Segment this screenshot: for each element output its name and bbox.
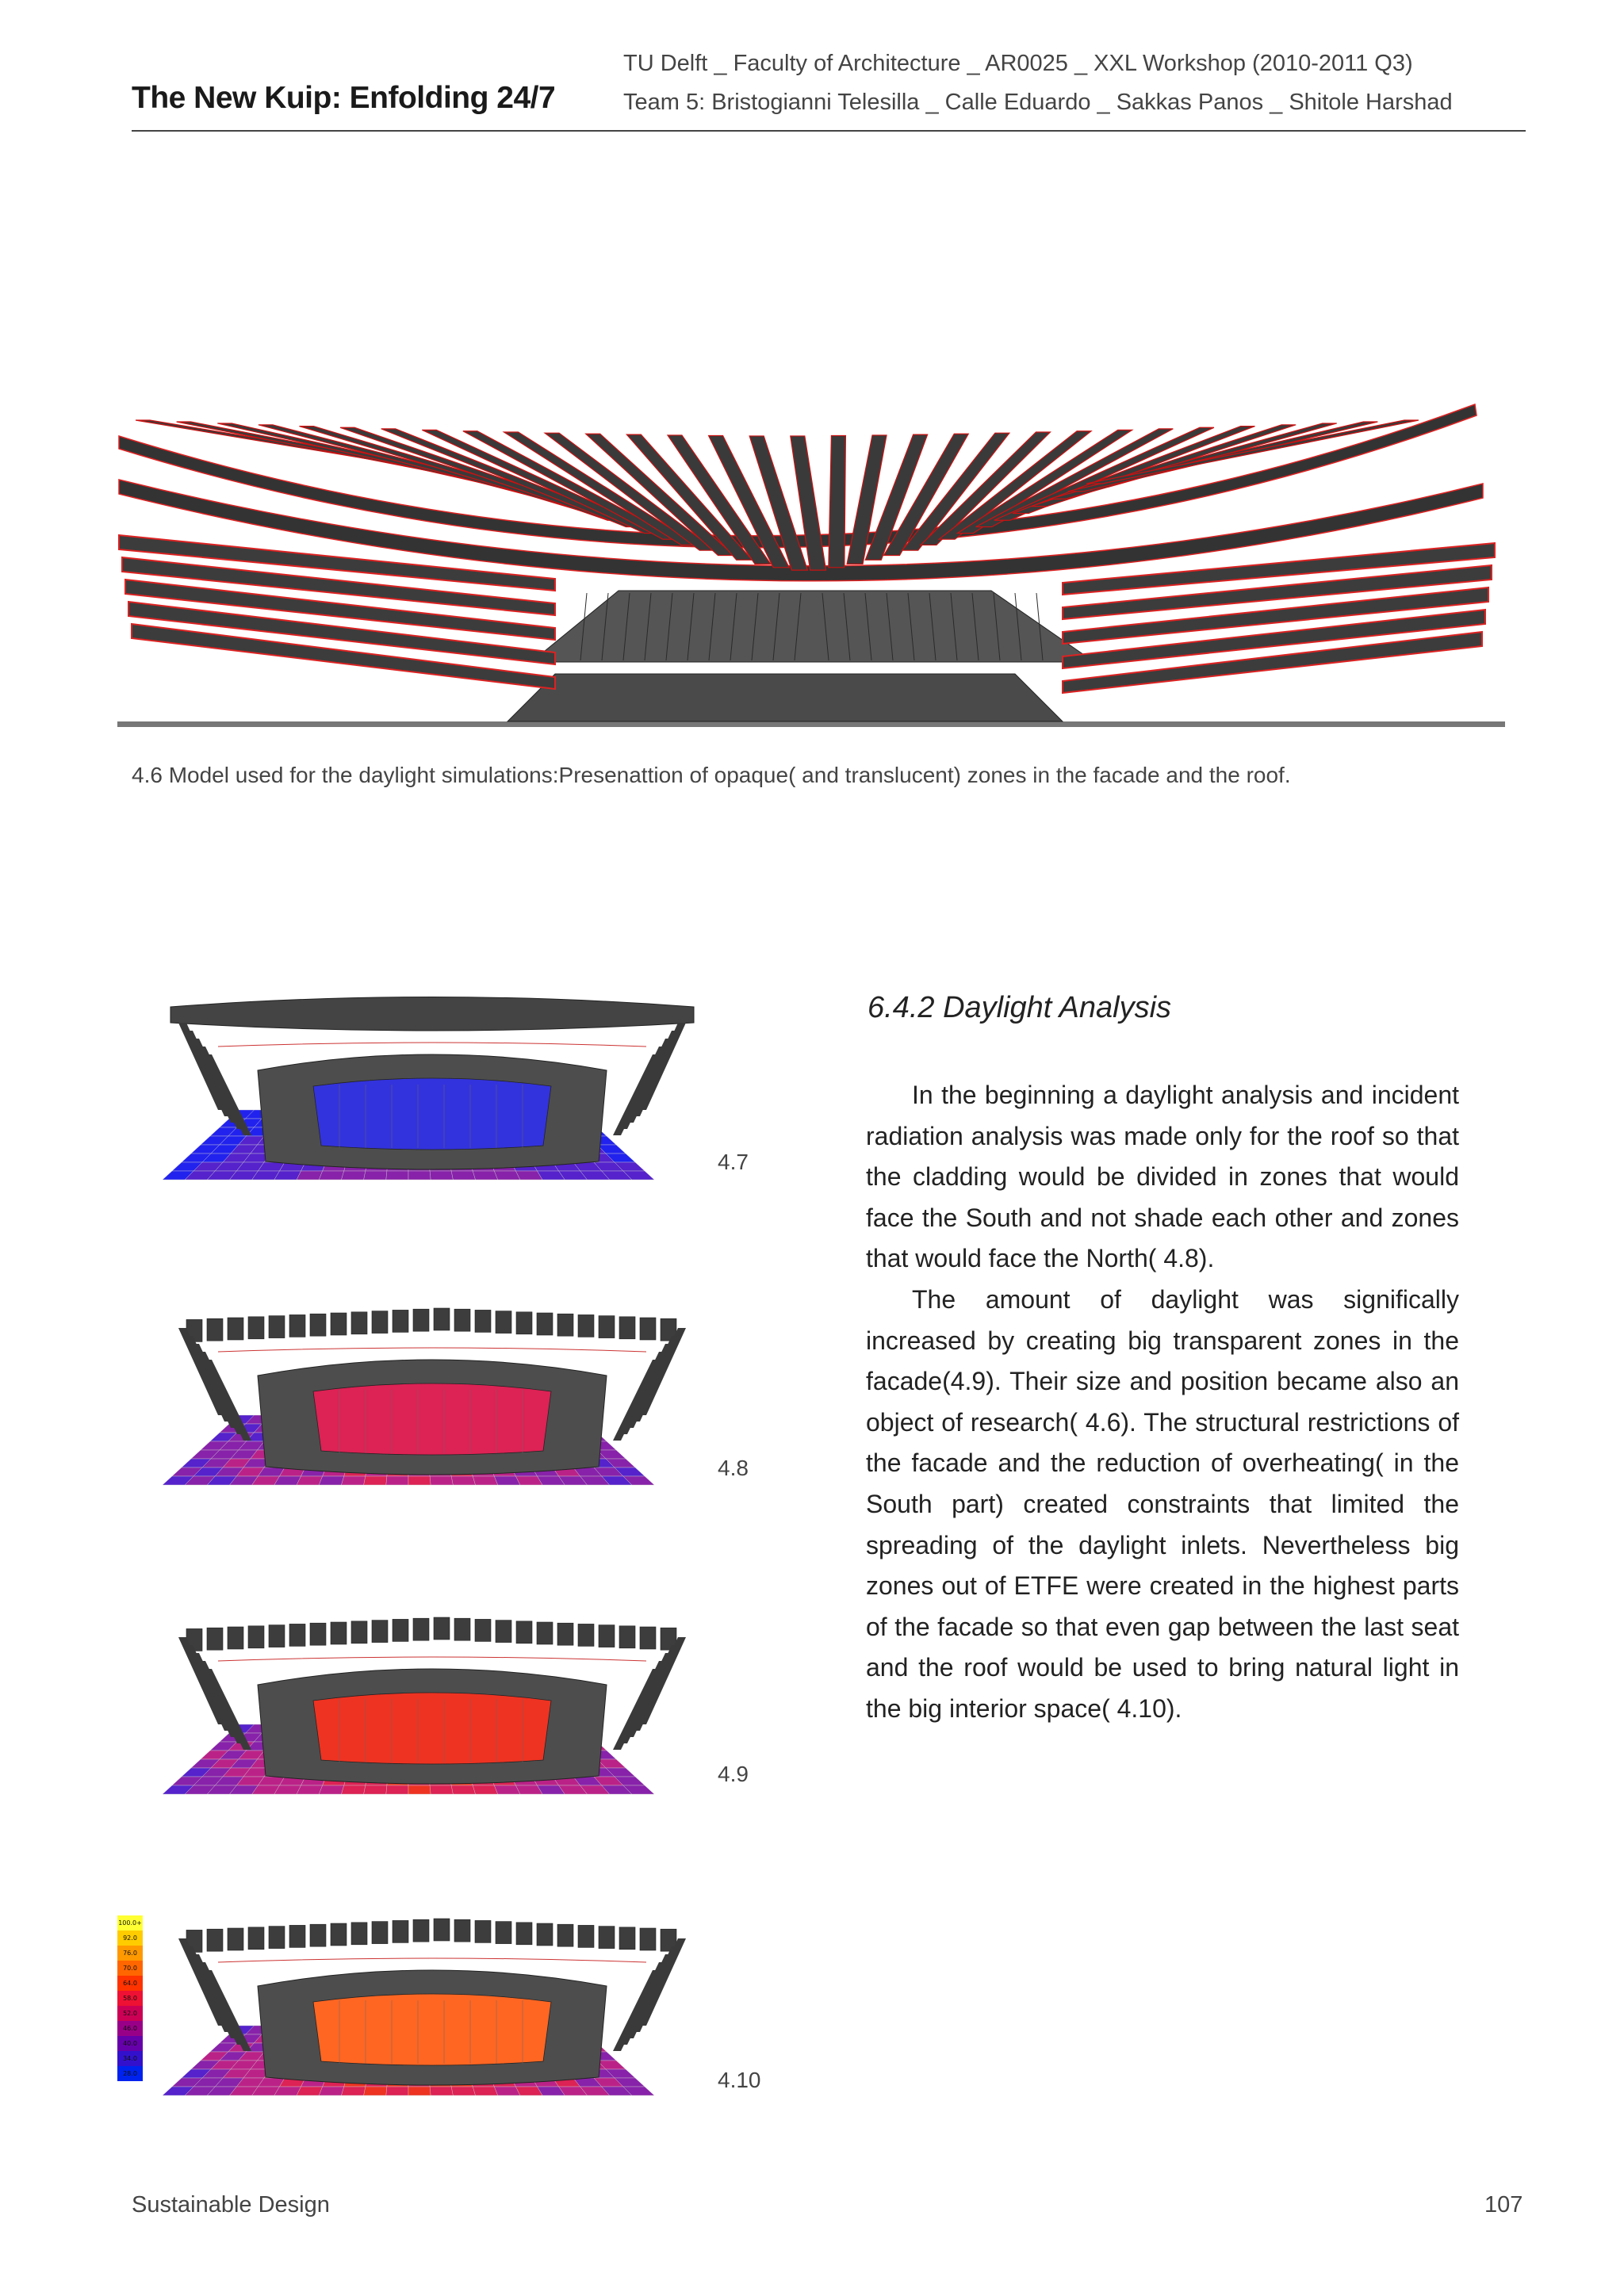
document-title: The New Kuip: Enfolding 24/7 (132, 81, 556, 115)
heatmap-cell (473, 1785, 497, 1794)
heatmap-cell (451, 1785, 475, 1794)
heatmap-cell (386, 2087, 408, 2095)
heatmap-cell (408, 1476, 431, 1485)
roof-rib (207, 1929, 223, 1951)
heatmap-cell (430, 1171, 453, 1180)
roof-rib (228, 1627, 243, 1649)
heatmap-cell (341, 1785, 365, 1794)
figure-label-4-8: 4.8 (718, 1456, 749, 1480)
heatmap-cell (364, 2087, 387, 2095)
heatmap-cell (364, 1171, 387, 1180)
roof-rib (310, 1623, 326, 1645)
stadium-elevation-model (111, 388, 1522, 745)
heatmap-cell (451, 1476, 475, 1485)
heatmap-cell (364, 1476, 387, 1485)
roof-rib (434, 1919, 450, 1941)
right-support (613, 1054, 661, 1135)
roof-rib (269, 1927, 285, 1949)
heatmap-cell (386, 1476, 408, 1485)
legend-swatch: 58.0 (117, 1991, 143, 2006)
legend-swatch: 46.0 (117, 2021, 143, 2036)
figure-label-4-10: 4.10 (718, 2068, 761, 2092)
right-support (613, 1669, 661, 1750)
heatmap-cell (451, 1171, 475, 1180)
legend-swatch: 52.0 (117, 2006, 143, 2021)
roof-rib (454, 1919, 470, 1942)
body-paragraph-1: In the beginning a daylight analysis and incident radiation analysis was made only for the roof so that the cladding would be divided in zones that would face the South and not shade each other and zones that would face the North( 4.8). (866, 1081, 1459, 1273)
roof-rib (475, 1619, 491, 1641)
roof-rib (393, 1619, 408, 1641)
header-course-line: TU Delft _ Faculty of Architecture _ AR0025 _ XXL Workshop (2010-2011 Q3) (623, 51, 1413, 76)
heatmap-cell (386, 1171, 408, 1180)
roof-rib (248, 1626, 264, 1648)
heatmap-cell (341, 1171, 365, 1180)
roof-rib (516, 1621, 532, 1644)
heatmap-cell (297, 1171, 323, 1180)
heatmap-cell (430, 2087, 453, 2095)
heatmap-cell (319, 2087, 343, 2095)
daylight-sim-figure-4-8 (155, 1292, 710, 1490)
lower-base-band (508, 674, 1063, 721)
roof-rib (372, 1922, 388, 1944)
roof-rib (269, 1625, 285, 1647)
pitch-field (313, 1994, 551, 2065)
roof-rib (475, 1920, 491, 1942)
heatmap-cell (319, 1476, 343, 1485)
heatmap-cell (494, 1785, 520, 1794)
roof-edge-line (218, 1657, 646, 1661)
legend-swatch: 34.0 (117, 2051, 143, 2066)
roof-rib (248, 1927, 264, 1950)
roof-rib (331, 1313, 347, 1335)
roof-rib (393, 1310, 408, 1332)
legend-swatch: 100.0+ (117, 1915, 143, 1931)
heatmap-cell (319, 1171, 343, 1180)
heatmap-cell (319, 1785, 343, 1794)
heatmap-cell (408, 1785, 431, 1794)
roof-rib (599, 1927, 615, 1949)
roof-rib (516, 1923, 532, 1945)
roof-rib (393, 1920, 408, 1942)
daylight-sim-figure-4-9 (155, 1601, 710, 1800)
roof-rib (413, 1618, 429, 1640)
figure-caption-4-6: 4.6 Model used for the daylight simulations:Presenattion of opaque( and translucent) zones in the facade and the roof. (132, 763, 1291, 787)
roof-rib (269, 1316, 285, 1338)
figure-label-4-7: 4.7 (718, 1150, 749, 1174)
roof-rib (599, 1316, 615, 1338)
heatmap-cell (473, 2087, 497, 2095)
roof-rib (289, 1624, 305, 1646)
roof-rib (228, 1928, 243, 1950)
heatmap-cell (494, 1171, 520, 1180)
heatmap-cell (408, 1171, 431, 1180)
figure-label-4-9: 4.9 (718, 1762, 749, 1786)
roof-rib (434, 1308, 450, 1330)
roof-rib (619, 1626, 635, 1648)
roof-rib (351, 1621, 367, 1644)
roof-rib (372, 1621, 388, 1643)
daylight-color-legend (117, 1915, 143, 2081)
roof-rib (578, 1624, 594, 1646)
roof-rib (228, 1318, 243, 1340)
pitch-field (313, 1078, 551, 1150)
daylight-sim-figure-4-7 (155, 991, 710, 1181)
legend-swatch: 28.0 (117, 2066, 143, 2081)
heatmap-cell (451, 2087, 475, 2095)
heatmap-cell (341, 2087, 365, 2095)
roof-rib (537, 1313, 553, 1335)
heatmap-cell (297, 2087, 323, 2095)
roof-rib (516, 1312, 532, 1334)
heatmap-cell (494, 1476, 520, 1485)
roof-rib (537, 1622, 553, 1644)
heatmap-cell (494, 2087, 520, 2095)
roof-rib (289, 1925, 305, 1947)
header-team-line: Team 5: Bristogianni Telesilla _ Calle Eduardo _ Sakkas Panos _ Shitole Harshad (623, 90, 1453, 115)
roof-rib (475, 1310, 491, 1332)
section-title: 6.4.2 Daylight Analysis (868, 991, 1172, 1024)
roof-rib (207, 1628, 223, 1650)
roof-rib (331, 1622, 347, 1644)
page-number: 107 (1484, 2192, 1523, 2218)
heatmap-cell (430, 1785, 453, 1794)
roof-rib (351, 1312, 367, 1334)
footer-section-name: Sustainable Design (132, 2192, 330, 2218)
heatmap-cell (430, 1476, 453, 1485)
right-support (613, 1970, 661, 2051)
heatmap-cell (297, 1476, 323, 1485)
roof-shell (170, 997, 694, 1031)
roof-rib (578, 1925, 594, 1947)
pitch-field (313, 1693, 551, 1764)
legend-swatch: 64.0 (117, 1976, 143, 1991)
roof-rib (557, 1314, 573, 1336)
heatmap-cell (408, 2087, 431, 2095)
roof-rib (496, 1311, 511, 1334)
roof-edge-line (218, 1043, 646, 1047)
roof-rib (557, 1924, 573, 1946)
roof-rib (413, 1919, 429, 1942)
legend-swatch: 70.0 (117, 1961, 143, 1976)
roof-rib (331, 1923, 347, 1946)
ground-line (117, 721, 1505, 727)
heatmap-cell (473, 1476, 497, 1485)
heatmap-cell (473, 1171, 497, 1180)
legend-swatch: 92.0 (117, 1931, 143, 1946)
roof-rib (578, 1314, 594, 1337)
section-body (866, 1075, 1459, 1730)
roof-rib (640, 1627, 656, 1649)
header-rule (132, 130, 1526, 132)
roof-rib (619, 1927, 635, 1950)
body-paragraph-2: The amount of daylight was significally increased by creating big transparent zones in the facade(4.9). Their size and position became also an object of research( 4.6). The structural restrictions of the facade and the reduction of overheating( in the South part) created constraints that limited the spreading of the daylight inlets. Nevertheless big zones out of ETFE were created in the highest parts of the facade so that even gap between the last seat and the roof would be used to bring natural light in the big interior space( 4.10). (866, 1284, 1459, 1723)
roof-rib (640, 1928, 656, 1950)
roof-rib (248, 1317, 264, 1339)
roof-rib (557, 1623, 573, 1645)
roof-rib (413, 1309, 429, 1331)
roof-rib (289, 1314, 305, 1337)
roof-rib (619, 1317, 635, 1339)
roof-rib (496, 1922, 511, 1944)
legend-swatch: 40.0 (117, 2036, 143, 2051)
central-facade (531, 591, 1094, 662)
heatmap-cell (341, 1476, 365, 1485)
heatmap-cell (297, 1785, 323, 1794)
roof-rib (454, 1309, 470, 1331)
heatmap-cell (386, 1785, 408, 1794)
legend-swatch: 76.0 (117, 1946, 143, 1961)
roof-rib (537, 1923, 553, 1946)
roof-rib (310, 1924, 326, 1946)
daylight-sim-figure-4-10 (155, 1903, 710, 2101)
roof-edge-line (218, 1348, 646, 1352)
roof-rib (310, 1314, 326, 1336)
roof-rib (454, 1618, 470, 1640)
right-support (613, 1360, 661, 1441)
roof-rib (599, 1625, 615, 1647)
heatmap-cell (364, 1785, 387, 1794)
roof-rib (829, 436, 846, 568)
pitch-field (313, 1383, 551, 1455)
roof-rib (640, 1318, 656, 1340)
roof-rib (351, 1923, 367, 1945)
roof-rib (434, 1617, 450, 1640)
roof-rib (207, 1318, 223, 1341)
roof-edge-line (218, 1958, 646, 1962)
roof-rib (496, 1621, 511, 1643)
roof-rib (372, 1311, 388, 1334)
